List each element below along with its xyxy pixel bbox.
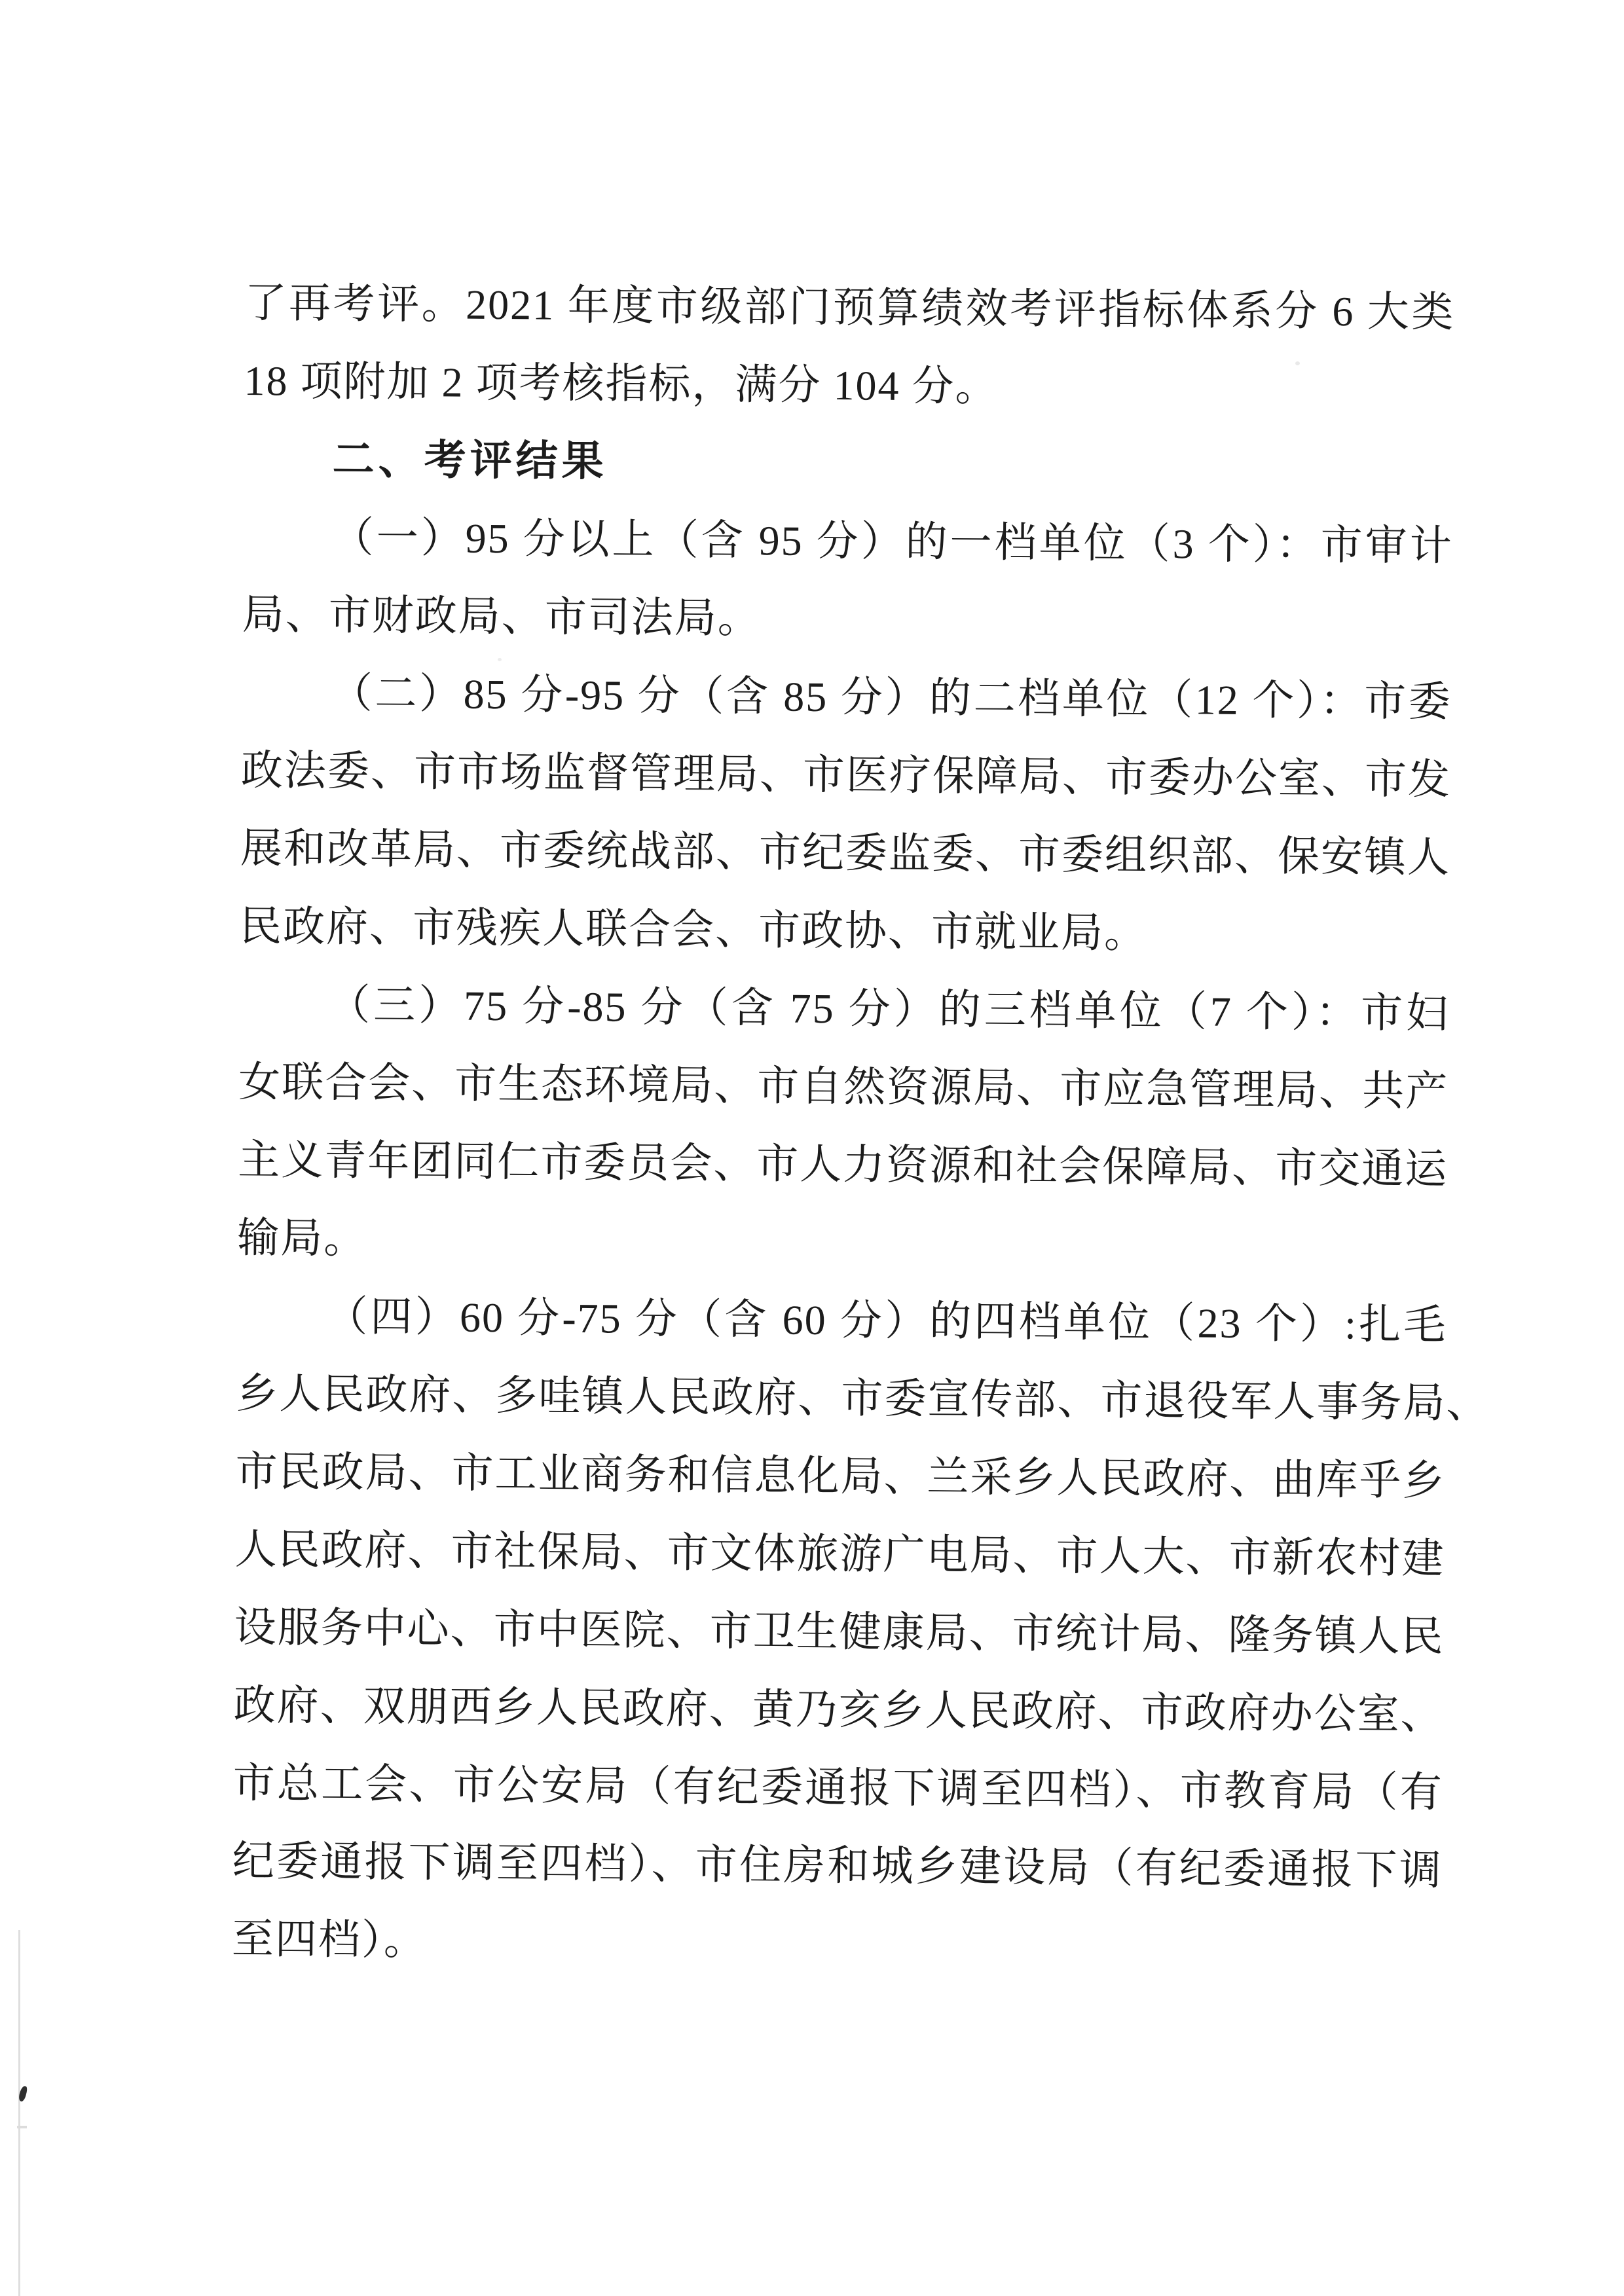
text-line: 了再考评。2021 年度市级部门预算绩效考评指标体系分 6 大类: [244, 279, 1455, 336]
text-line: 至四档）。: [231, 1915, 428, 1964]
scan-artifact-speck: [498, 658, 502, 661]
text-line: 主义青年团同仁市委员会、市人力资源和社会保障局、市交通运: [237, 1136, 1449, 1193]
text-line: 市总工会、市公安局（有纪委通报下调至四档）、市教育局（有: [232, 1759, 1443, 1816]
document-body-text: [231, 264, 1490, 1987]
text-line: （二）85 分-95 分（含 85 分）的二档单位（12 个）：市委: [330, 670, 1452, 725]
scan-artifact-vertical-line: [18, 1930, 20, 2296]
text-line: 政府、双朋西乡人民政府、黄乃亥乡人民政府、市政府办公室、: [233, 1681, 1444, 1738]
text-line: 乡人民政府、多哇镇人民政府、市委宣传部、市退役军人事务局、: [236, 1370, 1490, 1427]
scan-artifact-speck: [1295, 361, 1300, 365]
text-line: 输局。: [237, 1214, 367, 1262]
section-heading: 二、考评结果: [332, 435, 608, 485]
text-line: 展和改革局、市委统战部、市纪委监委、市委组织部、保安镇人: [240, 824, 1451, 881]
text-line: 局、市财政局、市司法局。: [242, 591, 762, 642]
text-line: 市民政局、市工业商务和信息化局、兰采乡人民政府、曲库乎乡: [235, 1448, 1446, 1504]
text-line: 民政府、市残疾人联合会、市政协、市就业局。: [239, 902, 1148, 957]
text-line: （三）75 分-85 分（含 75 分）的三档单位（7 个）：市妇: [327, 981, 1450, 1037]
text-line: 18 项附加 2 项考核指标，满分 104 分。: [244, 357, 999, 410]
text-line: （一）95 分以上（含 95 分）的一档单位（3 个）：市审计: [331, 514, 1453, 570]
text-line: 政法委、市市场监督管理局、市医疗保障局、市委办公室、市发: [240, 746, 1452, 803]
scan-artifact-faint-tick: [17, 2126, 27, 2128]
text-line: 纪委通报下调至四档）、市住房和城乡建设局（有纪委通报下调: [232, 1837, 1443, 1894]
text-line: 女联合会、市生态环境局、市自然资源局、市应急管理局、共产: [238, 1058, 1449, 1115]
text-line: 设服务中心、市中医院、市卫生健康局、市统计局、隆务镇人民: [234, 1603, 1445, 1660]
text-line: （四）60 分-75 分（含 60 分）的四档单位（23 个）:扎毛: [325, 1293, 1447, 1349]
text-line: 人民政府、市社保局、市文体旅游广电局、市人大、市新农村建: [234, 1525, 1445, 1582]
